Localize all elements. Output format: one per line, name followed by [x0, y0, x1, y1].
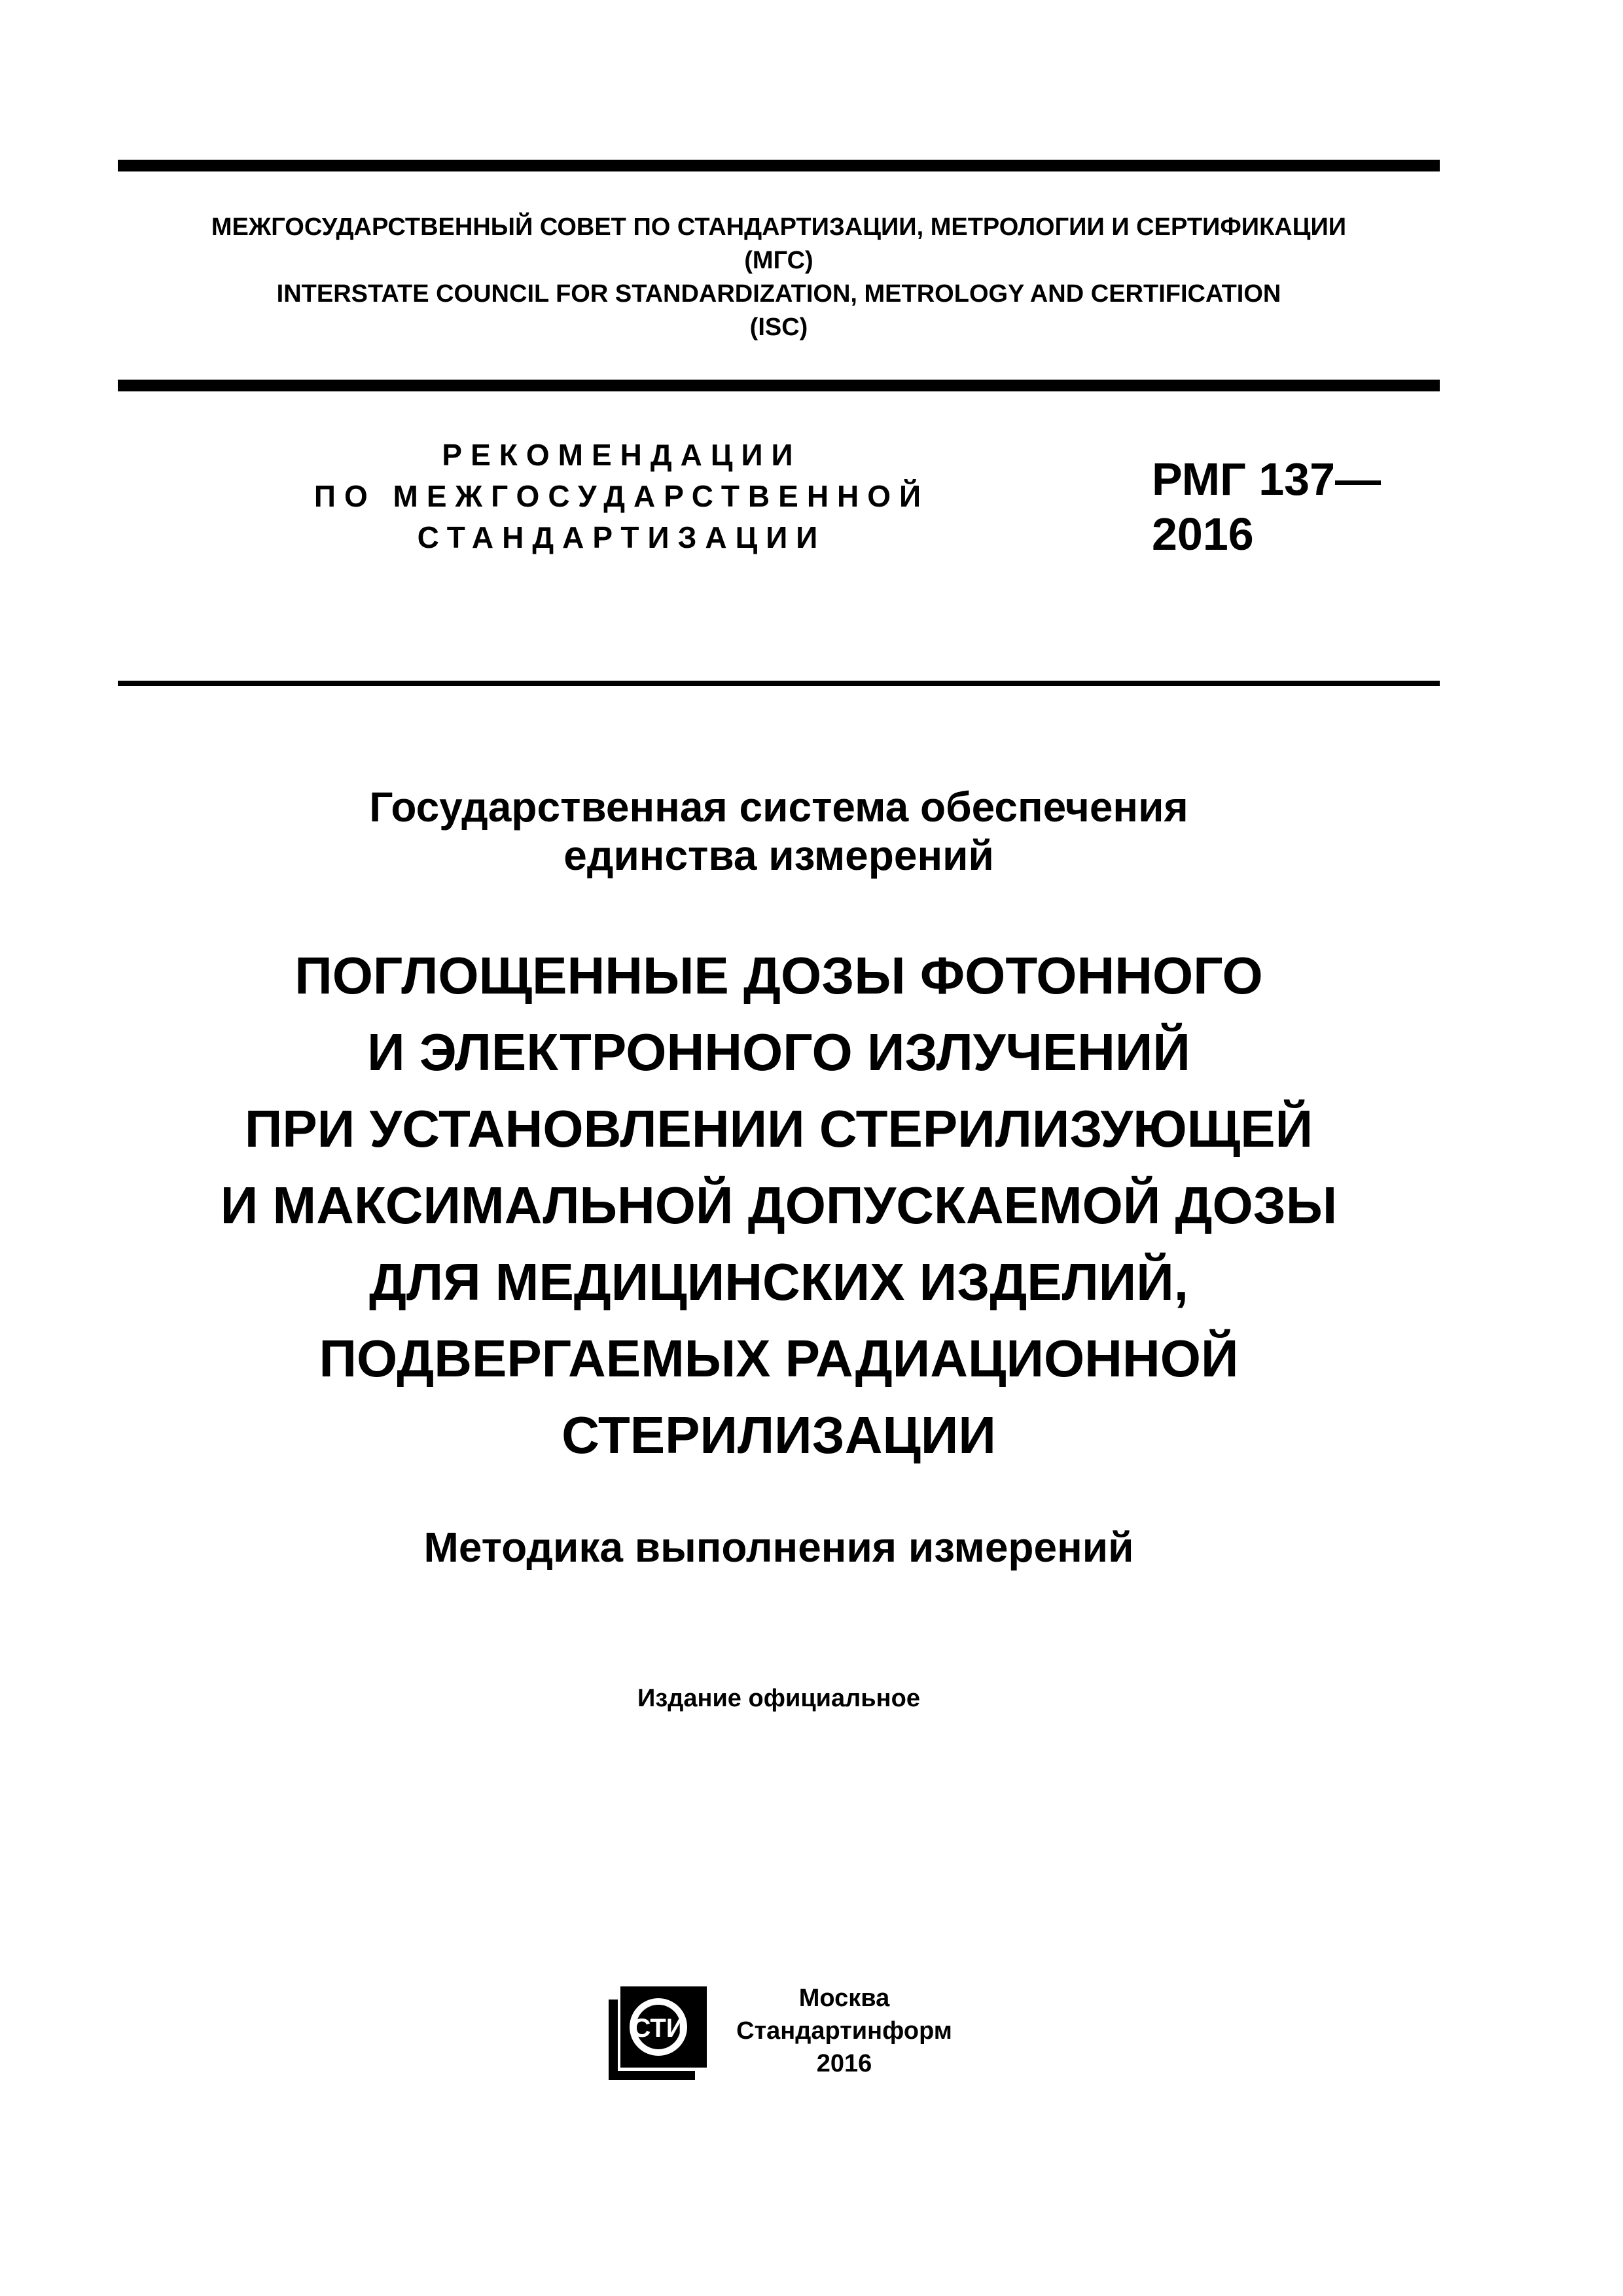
- document-number-code: РМГ 137—: [1152, 454, 1381, 505]
- main-title-line: И ЭЛЕКТРОННОГО ИЗЛУЧЕНИЙ: [367, 1023, 1190, 1081]
- recommendation-type: [249, 435, 995, 558]
- main-title-line: ПРИ УСТАНОВЛЕНИИ СТЕРИЛИЗУЮЩЕЙ: [244, 1100, 1313, 1158]
- system-title: [118, 783, 1440, 880]
- publisher-name: Стандартинформ: [736, 2017, 952, 2045]
- document-number: [1152, 452, 1381, 562]
- council-header: [118, 211, 1440, 344]
- council-name-en: INTERSTATE COUNCIL FOR STANDARDIZATION, METROLOGY AND CERTIFICATION: [276, 280, 1281, 308]
- main-title-line: ПОДВЕРГАЕМЫХ РАДИАЦИОННОЙ: [319, 1329, 1239, 1388]
- main-title-line: И МАКСИМАЛЬНОЙ ДОПУСКАЕМОЙ ДОЗЫ: [220, 1176, 1338, 1234]
- edition-note: Издание официальное: [637, 1685, 920, 1712]
- council-abbr-ru: (МГС): [744, 247, 813, 274]
- method-subtitle: Методика выполнения измерений: [423, 1524, 1134, 1571]
- system-title-line-1: Государственная система обеспечения: [369, 783, 1188, 831]
- system-title-line-2: единства измерений: [563, 832, 994, 879]
- main-title-line: СТЕРИЛИЗАЦИИ: [562, 1406, 996, 1464]
- publisher-city: Москва: [798, 1984, 890, 2012]
- publisher-year: 2016: [816, 2050, 872, 2077]
- document-number-year: 2016: [1152, 509, 1254, 560]
- standartinform-logo-icon: [609, 1986, 707, 2080]
- recommendation-line-1: РЕКОМЕНДАЦИИ: [442, 438, 802, 472]
- recommendation-line-3: СТАНДАРТИЗАЦИИ: [417, 520, 827, 554]
- recommendation-line-2: ПО МЕЖГОСУДАРСТВЕННОЙ: [313, 479, 930, 513]
- section-divider-rule: [118, 681, 1440, 686]
- logo-mark: СТИ: [632, 2014, 685, 2043]
- top-rule: [118, 160, 1440, 171]
- main-title: [118, 937, 1440, 1473]
- header-bottom-rule: [118, 380, 1440, 391]
- main-title-line: ПОГЛОЩЕННЫЕ ДОЗЫ ФОТОННОГО: [294, 946, 1263, 1005]
- council-name-ru: МЕЖГОСУДАРСТВЕННЫЙ СОВЕТ ПО СТАНДАРТИЗАЦИИ, МЕТРОЛОГИИ И СЕРТИФИКАЦИИ: [211, 213, 1347, 241]
- publisher-block: [726, 1982, 962, 2080]
- council-abbr-en: (ISC): [749, 314, 808, 341]
- main-title-line: ДЛЯ МЕДИЦИНСКИХ ИЗДЕЛИЙ,: [368, 1253, 1189, 1311]
